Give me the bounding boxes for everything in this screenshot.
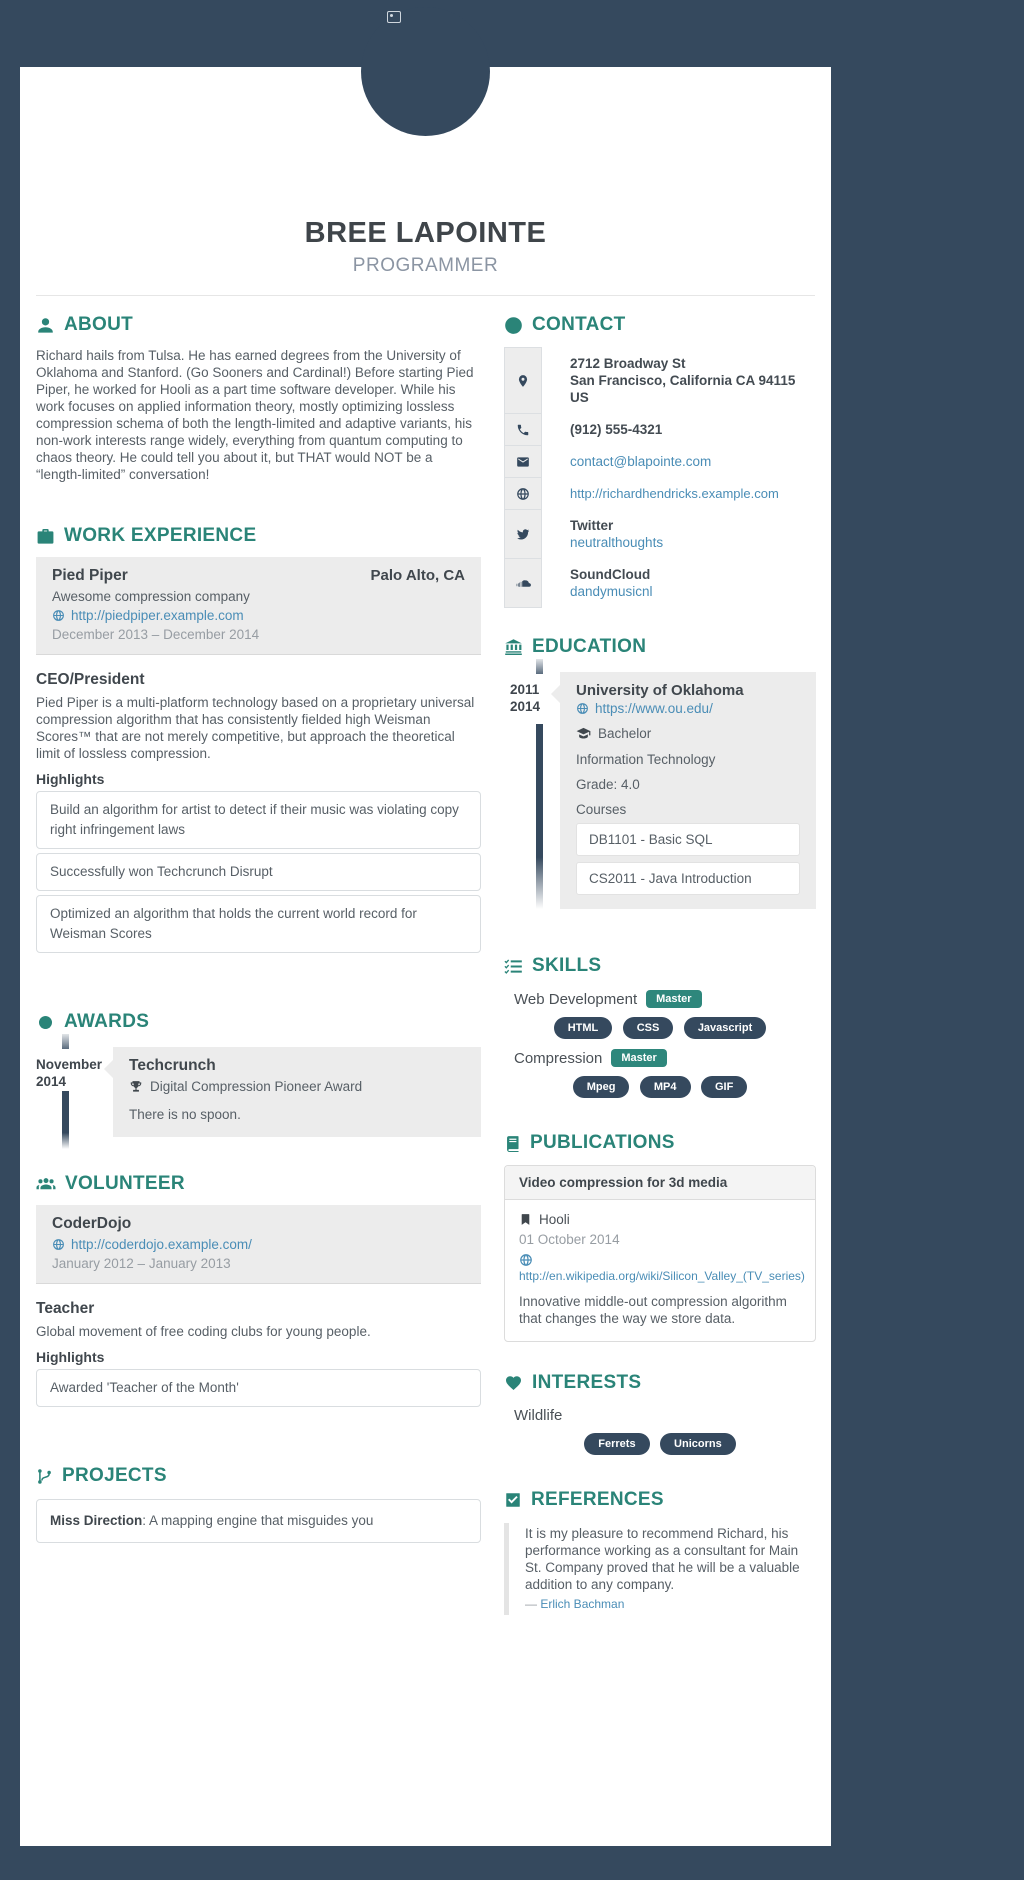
contact-heading <box>504 314 816 336</box>
award-awarder: Techcrunch <box>129 1057 216 1074</box>
project-description: : A mapping engine that misguides you <box>142 1513 374 1528</box>
project-item <box>36 1499 481 1543</box>
work-heading <box>36 525 481 547</box>
skill-group <box>504 990 816 1008</box>
work-company: Pied Piper <box>52 567 128 584</box>
volunteer-website-link[interactable]: http://coderdojo.example.com/ <box>71 1237 252 1252</box>
phone-icon <box>504 413 542 446</box>
skill-level-badge: Master <box>646 990 701 1008</box>
list-check-icon <box>504 957 523 976</box>
avatar <box>361 7 490 136</box>
bullseye-icon <box>504 316 523 335</box>
skills-heading <box>504 955 816 977</box>
volunteer-heading <box>36 1173 481 1195</box>
broken-image-icon <box>387 11 401 23</box>
volunteer-organization: CoderDojo <box>52 1215 132 1232</box>
interests-title: INTERESTS <box>532 1372 642 1393</box>
rosette-icon <box>36 1013 55 1032</box>
work-dates: December 2013 – December 2014 <box>52 627 260 642</box>
contact-profile-link[interactable]: dandymusicnl <box>570 584 653 599</box>
work-highlight-item: Optimized an algorithm that holds the current world record for Weisman Scores <box>36 895 481 953</box>
work-highlights-label: Highlights <box>36 771 105 787</box>
contact-address-line2: San Francisco, California CA 94115 US <box>570 373 796 405</box>
publication-website-link[interactable]: http://en.wikipedia.org/wiki/Silicon_Valley_(TV_series) <box>519 1269 805 1283</box>
skill-keywords <box>504 1017 816 1039</box>
book-icon <box>504 1134 521 1153</box>
graduation-cap-icon <box>576 726 591 741</box>
education-title: EDUCATION <box>532 636 647 657</box>
skill-keywords <box>504 1076 816 1098</box>
project-name: Miss Direction <box>50 1513 143 1528</box>
skill-keyword-pill: GIF <box>701 1076 747 1098</box>
work-title: WORK EXPERIENCE <box>64 525 257 546</box>
work-entry-card <box>36 557 481 655</box>
globe-icon <box>504 477 542 510</box>
work-position: CEO/President <box>36 671 145 688</box>
education-degree: Bachelor <box>598 726 652 741</box>
trophy-icon <box>129 1080 143 1094</box>
volunteer-dates: January 2012 – January 2013 <box>52 1256 231 1271</box>
references-title: REFERENCES <box>531 1489 664 1510</box>
skill-group <box>504 1049 816 1067</box>
timeline-bar <box>62 1091 69 1149</box>
publication-publisher: Hooli <box>539 1212 570 1227</box>
check-square-icon <box>504 1491 522 1509</box>
projects-title: PROJECTS <box>62 1465 167 1486</box>
publication-name: Video compression for 3d media <box>505 1166 815 1200</box>
globe-icon <box>52 609 65 622</box>
award-title: Digital Compression Pioneer Award <box>150 1079 363 1094</box>
contact-phone: (912) 555-4321 <box>570 422 663 437</box>
education-grade: Grade: 4.0 <box>576 777 640 792</box>
publications-title: PUBLICATIONS <box>530 1132 675 1153</box>
git-branch-icon <box>36 1467 53 1486</box>
reference-text: It is my pleasure to recommend Richard, his performance working as a consultant for Main St. Company proved that he will be a valuable addition to any company. <box>525 1526 800 1592</box>
skill-keyword-pill: Mpeg <box>573 1076 630 1098</box>
contact-profile-network: SoundCloud <box>570 567 651 582</box>
briefcase-icon <box>36 527 55 546</box>
skill-group-name: Compression <box>514 1049 603 1067</box>
education-years <box>510 681 540 715</box>
contact-table <box>504 347 816 608</box>
education-course-item: CS2011 - Java Introduction <box>576 862 800 895</box>
interests-heading <box>504 1372 816 1394</box>
education-end-year: 2014 <box>510 699 541 714</box>
skill-keyword-pill: CSS <box>623 1017 674 1039</box>
contact-profile-network: Twitter <box>570 518 614 533</box>
reference-dash: — <box>525 1597 537 1611</box>
contact-website-link[interactable]: http://richardhendricks.example.com <box>570 486 779 501</box>
globe-icon <box>519 1253 801 1267</box>
map-marker-icon <box>504 347 542 414</box>
awards-timeline <box>36 1047 113 1137</box>
contact-address-line1: 2712 Broadway St <box>570 356 686 371</box>
about-text: Richard hails from Tulsa. He has earned degrees from the University of Oklahoma and Stanford. (Go Sooners and Cardinal!) Before starting Pied Piper, he worked for Hooli as a part time software developer. While his work focuses on applied information theory, mostly optimizing lossless compression schema of both the length-limited and adaptive variants, his non-work interests range widely, everything from quantum computing to chaos theory. He could tell you about it, but THAT would NOT be a “length-limited” conversation! <box>36 348 474 482</box>
education-card <box>560 672 816 909</box>
contact-row <box>504 445 816 478</box>
interest-keyword-pill: Unicorns <box>660 1433 736 1455</box>
reference-name-link[interactable]: Erlich Bachman <box>540 1597 625 1611</box>
education-timeline <box>504 672 560 909</box>
education-heading <box>504 636 816 658</box>
education-website-link[interactable]: https://www.ou.edu/ <box>595 701 713 716</box>
bookmark-icon <box>519 1212 532 1227</box>
contact-email-link[interactable]: contact@blapointe.com <box>570 454 712 469</box>
left-column <box>36 296 481 1543</box>
about-heading <box>36 314 481 336</box>
interest-keyword-pill: Ferrets <box>584 1433 649 1455</box>
twitter-icon <box>504 509 542 559</box>
award-card <box>113 1047 481 1137</box>
work-location: Palo Alto, CA <box>370 567 465 584</box>
awards-title: AWARDS <box>64 1011 150 1032</box>
skills-title: SKILLS <box>532 955 602 976</box>
volunteer-highlight-item: Awarded 'Teacher of the Month' <box>36 1369 481 1407</box>
globe-icon <box>52 1238 65 1251</box>
interest-keywords <box>504 1433 816 1455</box>
person-name: BREE LAPOINTE <box>304 217 547 249</box>
education-course-item: DB1101 - Basic SQL <box>576 823 800 856</box>
interest-group-name: Wildlife <box>514 1407 563 1424</box>
work-summary: Pied Piper is a multi-platform technology based on a proprietary universal compression algorithm that has consistently fielded high Weisman Scores™ that are not merely competitive, but approach the theoretical limit of lossless compression. <box>36 695 475 761</box>
education-start-year: 2011 <box>510 682 540 697</box>
skill-keyword-pill: HTML <box>554 1017 613 1039</box>
right-column <box>504 296 816 1615</box>
awards-date-year: 2014 <box>36 1074 67 1089</box>
person-role: PROGRAMMER <box>352 255 499 276</box>
awards-date-month: November <box>36 1057 103 1072</box>
awards-date <box>36 1056 102 1090</box>
publication-summary: Innovative middle-out compression algorithm that changes the way we store data. <box>519 1294 787 1326</box>
awards-timeline-row <box>36 1047 481 1137</box>
users-icon <box>36 1175 56 1194</box>
timeline-tick <box>62 1034 69 1049</box>
education-institution: University of Oklahoma <box>576 682 744 699</box>
award-summary: There is no spoon. <box>129 1107 241 1122</box>
work-website-link[interactable]: http://piedpiper.example.com <box>71 608 244 623</box>
globe-icon <box>576 702 589 715</box>
soundcloud-icon <box>504 558 542 608</box>
contact-title: CONTACT <box>532 314 626 335</box>
education-area: Information Technology <box>576 752 716 767</box>
contact-row <box>504 347 816 414</box>
volunteer-title: VOLUNTEER <box>65 1173 185 1194</box>
contact-row <box>504 413 816 446</box>
about-title: ABOUT <box>64 314 134 335</box>
work-highlight-item: Build an algorithm for artist to detect if their music was violating copy right infringement laws <box>36 791 481 849</box>
contact-row <box>504 477 816 510</box>
skill-group-name: Web Development <box>514 990 638 1008</box>
volunteer-entry-card <box>36 1205 481 1284</box>
heart-icon <box>504 1374 523 1392</box>
publications-heading <box>504 1132 816 1154</box>
skill-keyword-pill: Javascript <box>684 1017 766 1039</box>
projects-heading <box>36 1465 481 1487</box>
volunteer-highlights-label: Highlights <box>36 1349 105 1365</box>
work-description: Awesome compression company <box>52 589 250 604</box>
publication-card <box>504 1165 816 1342</box>
reference-quote <box>504 1523 816 1615</box>
education-timeline-row <box>504 672 816 909</box>
person-icon <box>36 316 55 335</box>
skill-keyword-pill: MP4 <box>640 1076 691 1098</box>
timeline-tick <box>536 659 543 674</box>
contact-profile-link[interactable]: neutralthoughts <box>570 535 664 550</box>
envelope-icon <box>504 445 542 478</box>
skill-level-badge: Master <box>611 1049 666 1067</box>
resume-card <box>20 67 831 1846</box>
volunteer-summary: Global movement of free coding clubs for young people. <box>36 1324 371 1339</box>
bank-icon <box>504 638 523 657</box>
contact-row <box>504 509 816 559</box>
education-courses-label: Courses <box>576 802 627 817</box>
work-highlight-item: Successfully won Techcrunch Disrupt <box>36 853 481 891</box>
contact-row <box>504 558 816 608</box>
volunteer-position: Teacher <box>36 1300 95 1317</box>
publication-date: 01 October 2014 <box>519 1232 620 1247</box>
awards-heading <box>36 1011 481 1033</box>
references-heading <box>504 1489 816 1511</box>
timeline-bar <box>536 724 543 909</box>
